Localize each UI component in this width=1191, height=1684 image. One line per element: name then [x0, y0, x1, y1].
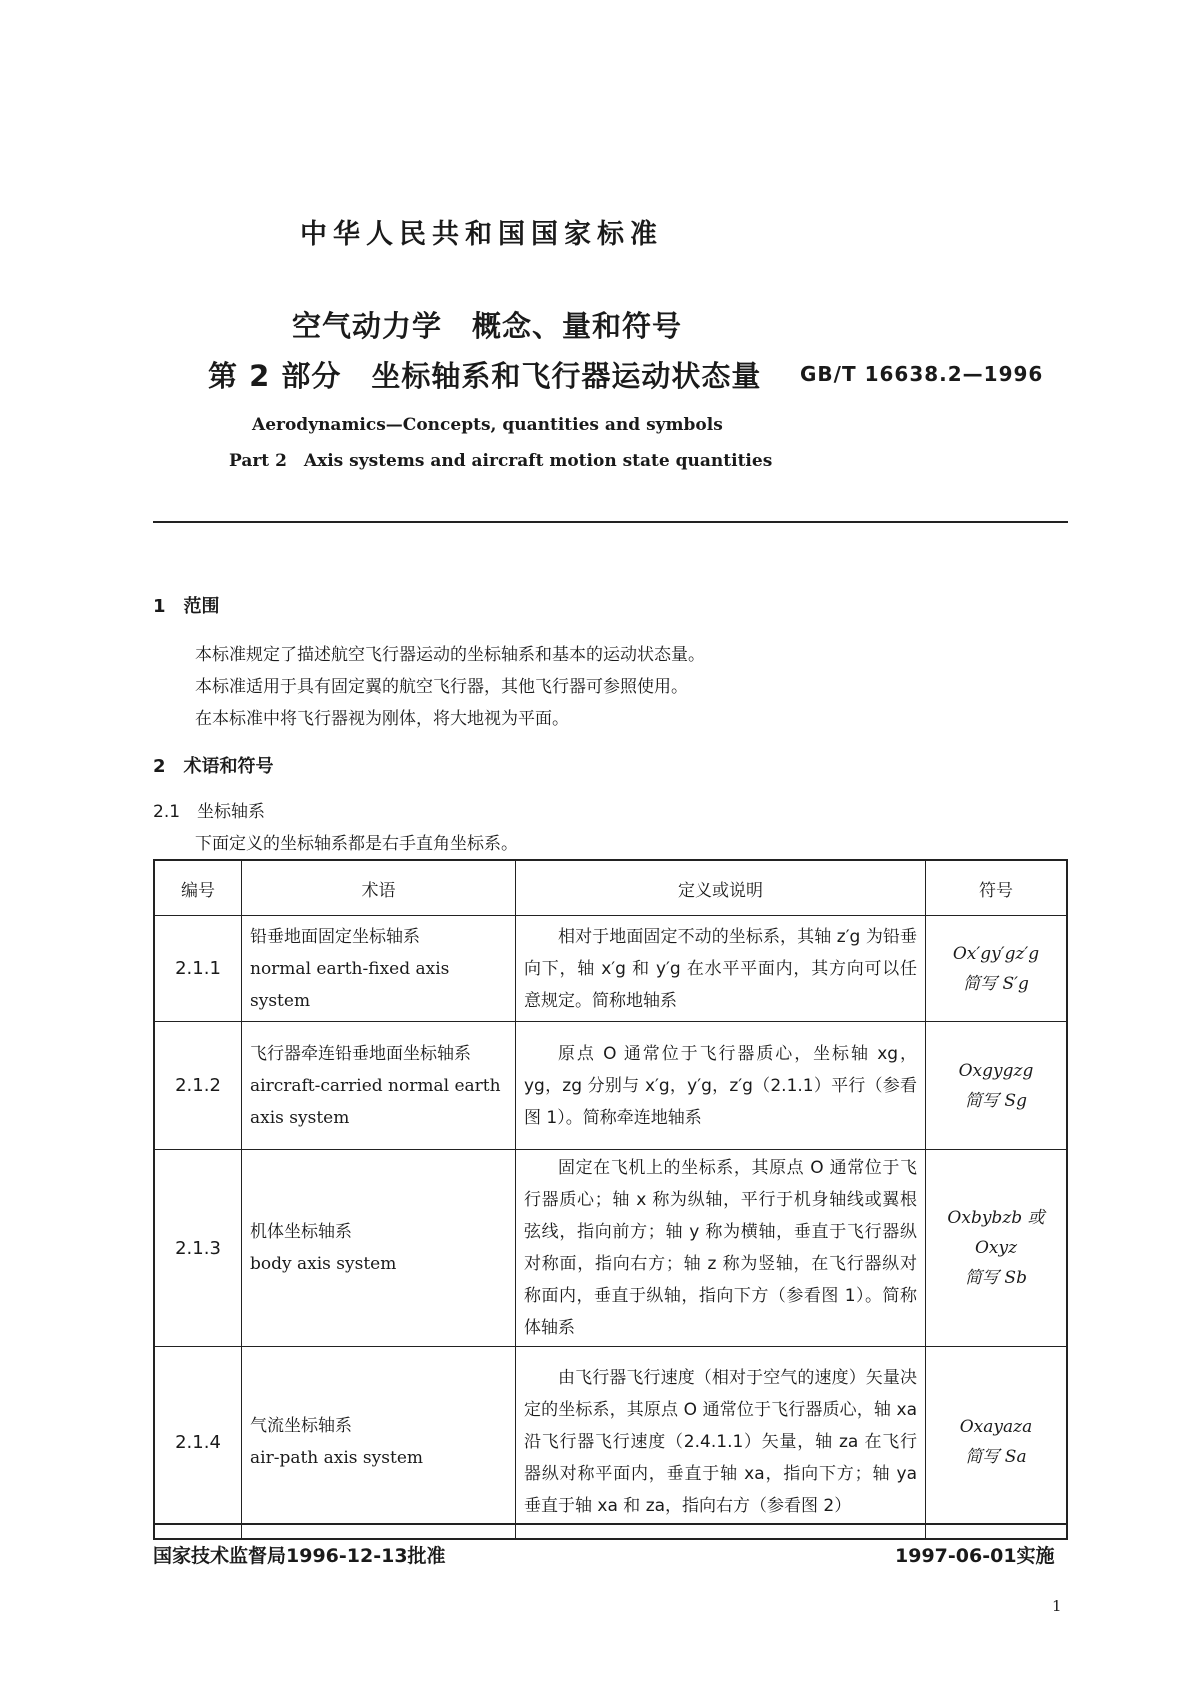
symbol-full: Oxbybzb 或 Oxyz — [947, 1208, 1045, 1258]
row-definition: 原点 O 通常位于飞行器质心，坐标轴 xg，yg，zg 分别与 x′g，y′g，z′g（2.1.1）平行（参看图 1）。简称牵连地轴系 — [516, 1022, 926, 1150]
section-1-paragraph: 在本标准中将飞行器视为刚体，将大地视为平面。 — [195, 709, 569, 729]
symbol-full: Oxayaza — [959, 1417, 1033, 1438]
column-header-definition: 定义或说明 — [516, 860, 926, 916]
term-english: air-path axis system — [250, 1448, 423, 1469]
page-number: 1 — [1052, 1597, 1062, 1615]
term-chinese: 飞行器牵连铅垂地面坐标轴系 — [250, 1043, 471, 1064]
row-symbol — [926, 1150, 1068, 1347]
implementation-date: 1997-06-01实施 — [895, 1545, 1055, 1567]
approval-date: 国家技术监督局1996-12-13批准 — [153, 1545, 446, 1567]
section-2-heading: 2 术语和符号 — [153, 756, 274, 777]
row-term — [242, 1022, 516, 1150]
row-number: 2.1.1 — [154, 916, 242, 1022]
header-divider — [153, 521, 1068, 523]
row-number: 2.1.2 — [154, 1022, 242, 1150]
table-row — [154, 1022, 1067, 1150]
table-row — [154, 1347, 1067, 1539]
section-1-paragraph: 本标准规定了描述航空飞行器运动的坐标轴系和基本的运动状态量。 — [195, 645, 705, 665]
document-title-line1: 空气动力学 概念、量和符号 — [292, 309, 683, 343]
table-row — [154, 916, 1067, 1022]
row-term — [242, 1150, 516, 1347]
term-chinese: 机体坐标轴系 — [250, 1222, 352, 1242]
section-1-paragraph: 本标准适用于具有固定翼的航空飞行器，其他飞行器可参照使用。 — [195, 677, 688, 697]
row-definition: 由飞行器飞行速度（相对于空气的速度）矢量决定的坐标系，其原点 O 通常位于飞行器质心，轴 xa 沿飞行器飞行速度（2.4.1.1）矢量，轴 za 在飞行器纵对称平面内，垂直于轴 xa，指向下方；轴 ya 垂直于轴 xa 和 za，指向右方（参看图 2） — [516, 1347, 926, 1539]
section-2-1-intro: 下面定义的坐标轴系都是右手直角坐标系。 — [195, 834, 518, 854]
symbol-short: 简写 Sa — [965, 1447, 1027, 1468]
footer-divider — [153, 1523, 1068, 1525]
symbol-short: 简写 Sb — [965, 1268, 1027, 1288]
row-definition: 相对于地面固定不动的坐标系，其轴 z′g 为铅垂向下，轴 x′g 和 y′g 在水平平面内，其方向可以任意规定。简称地轴系 — [516, 916, 926, 1022]
english-title-line2: Part 2 Axis systems and aircraft motion state quantities — [229, 451, 773, 471]
section-1-heading: 1 范围 — [153, 596, 220, 617]
symbol-short: 简写 S′g — [963, 973, 1029, 994]
terms-table — [153, 859, 1068, 1540]
term-english: body axis system — [250, 1254, 397, 1274]
row-definition: 固定在飞机上的坐标系，其原点 O 通常位于飞行器质心；轴 x 称为纵轴，平行于机身轴线或翼根弦线，指向前方；轴 y 称为横轴，垂直于飞行器纵对称面，指向右方；轴 z 称为竖轴，在飞行器纵对称面内，垂直于纵轴，指向下方（参看图 1）。简称体轴系 — [516, 1150, 926, 1347]
row-symbol — [926, 916, 1068, 1022]
row-number: 2.1.4 — [154, 1347, 242, 1539]
symbol-short: 简写 Sg — [965, 1090, 1027, 1111]
column-header-term: 术语 — [242, 860, 516, 916]
term-english: normal earth-fixed axis system — [250, 958, 450, 1011]
row-symbol — [926, 1347, 1068, 1539]
row-symbol — [926, 1022, 1068, 1150]
term-chinese: 气流坐标轴系 — [250, 1416, 352, 1437]
row-term — [242, 1347, 516, 1539]
document-title-line2: 第 2 部分 坐标轴系和飞行器运动状态量 — [208, 359, 762, 393]
row-number: 2.1.3 — [154, 1150, 242, 1347]
row-term — [242, 916, 516, 1022]
column-header-symbol: 符号 — [926, 860, 1068, 916]
symbol-full: Ox′gy′gz′g — [952, 943, 1040, 964]
term-english: aircraft-carried normal earth axis system — [250, 1075, 501, 1128]
english-title-line1: Aerodynamics—Concepts, quantities and symbols — [252, 415, 723, 435]
term-chinese: 铅垂地面固定坐标轴系 — [250, 926, 420, 947]
table-header-row — [154, 860, 1067, 916]
symbol-full: Oxgygzg — [958, 1060, 1034, 1081]
table-row — [154, 1150, 1067, 1347]
standard-code: GB/T 16638.2—1996 — [800, 362, 1044, 386]
section-2-1-heading: 2.1 坐标轴系 — [153, 802, 266, 822]
column-header-number: 编号 — [154, 860, 242, 916]
